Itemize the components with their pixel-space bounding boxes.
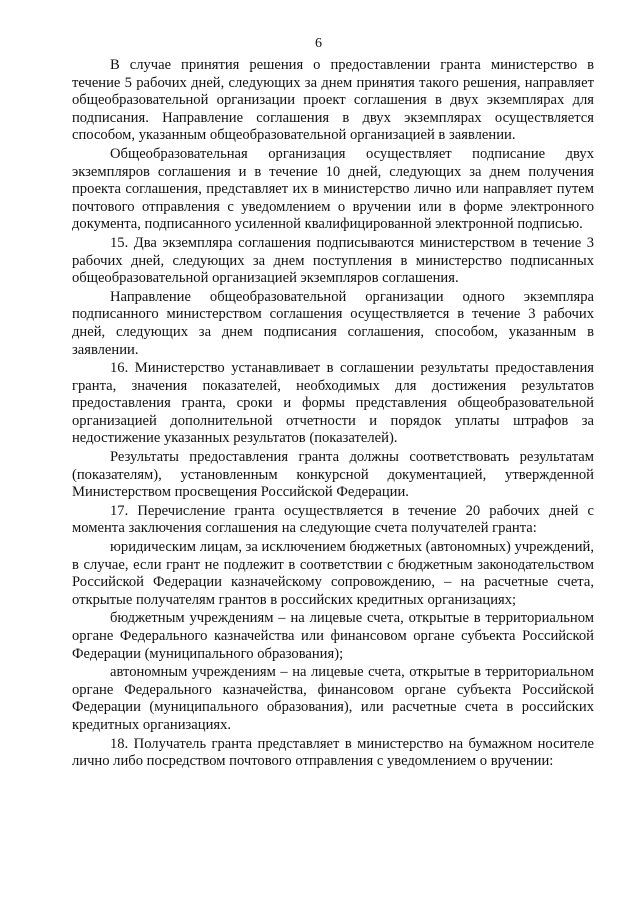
- paragraph-grant-results: Результаты предоставления гранта должны соответствовать результатам (показателям), установленным конкурсной документацией, утвержденной Министерством просвещения Российской Федерации.: [72, 449, 594, 501]
- paragraph-clause-17: 17. Перечисление гранта осуществляется в течение 20 рабочих дней с момента заключения соглашения на следующие счета получателей гранта:: [72, 502, 594, 537]
- paragraph-grant-decision: В случае принятия решения о предоставлении гранта министерство в течение 5 рабочих дней, следующих за днем принятия такого решения, направляет общеобразовательной организации проект соглашения в двух экземплярах для подписания. Направление соглашения в двух экземплярах осуществляется способом, указанным общеобразовательной организацией в заявлении.: [72, 57, 594, 144]
- paragraph-autonomous-institutions: автономным учреждениям – на лицевые счета, открытые в территориальном органе Федерального казначейства, финансовом органе субъекта Российской Федерации (муниципального образования), или расчетные счета в российских кредитных организациях.: [72, 664, 594, 733]
- paragraph-signing-agreement: Общеобразовательная организация осуществляет подписание двух экземпляров соглашения и в течение 10 дней, следующих за днем получения проекта соглашения, представляет их в министерство лично или направляет путем почтового отправления с уведомлением о вручении или в форме электронного документа, подписанного усиленной квалифицированной электронной подписью.: [72, 145, 594, 233]
- paragraph-clause-16: 16. Министерство устанавливает в соглашении результаты предоставления гранта, значения показателей, необходимых для достижения результатов предоставления гранта, сроки и формы представления общеобразовательной организацией дополнительной отчетности и порядок уплаты штрафов за недостижение указанных результатов (показателей).: [72, 360, 594, 447]
- paragraph-budget-institutions: бюджетным учреждениям – на лицевые счета, открытые в территориальном органе Федерального казначейства или финансовом органе субъекта Российской Федерации (муниципального образования);: [72, 610, 594, 662]
- paragraph-clause-18: 18. Получатель гранта представляет в министерство на бумажном носителе лично либо посредством почтового отправления с уведомлением о вручении:: [72, 735, 594, 770]
- paragraph-legal-entities: юридическим лицам, за исключением бюджетных (автономных) учреждений, в случае, если грант не подлежит в соответствии с бюджетным законодательством Российской Федерации казначейскому сопровождению, – на расчетные счета, открытые получателям грантов в российских кредитных организациях;: [72, 539, 594, 608]
- document-body: [72, 57, 594, 772]
- paragraph-clause-15: 15. Два экземпляра соглашения подписываются министерством в течение 3 рабочих дней, следующих за днем поступления в министерство подписанных общеобразовательной организацией экземпляров соглашения.: [72, 234, 594, 287]
- paragraph-sending-copy: Направление общеобразовательной организации одного экземпляра подписанного министерством соглашения осуществляется в течение 3 рабочих дней, следующих за днем подписания соглашения, способом, указанным в заявлении.: [72, 288, 594, 358]
- page-number: 6: [315, 36, 322, 51]
